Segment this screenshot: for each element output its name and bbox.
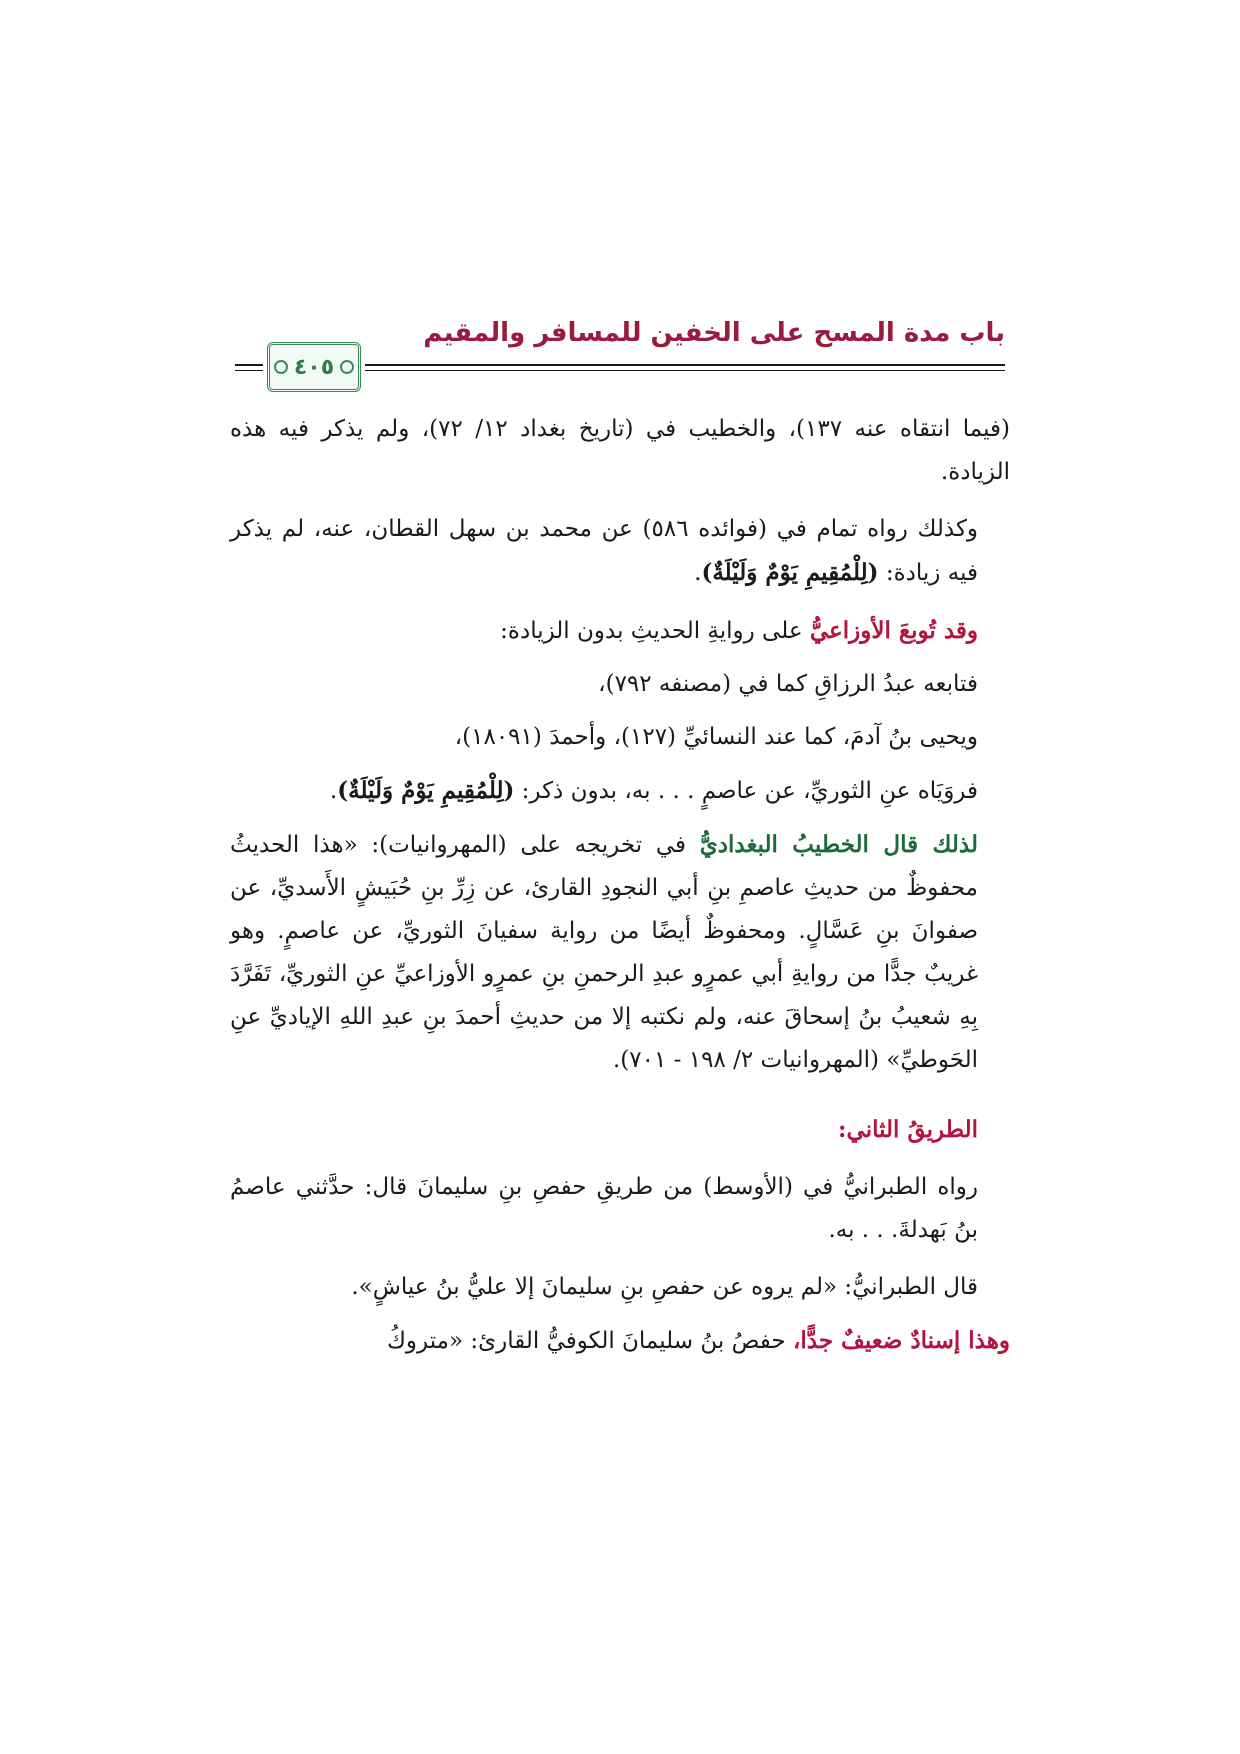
paragraph-text: على روايةِ الحديثِ بدون الزيادة:: [500, 618, 810, 644]
paragraph-text: فروَيَاه عنِ الثوريِّ، عن عاصمٍ . . . به، بدون ذكر:: [514, 778, 978, 804]
section-heading: [230, 1108, 1010, 1152]
header-rule: [235, 370, 263, 371]
paragraph-text: في تخريجه على (المهروانيات): «هذا الحديثُ محفوظٌ من حديثِ عاصمِ بنِ أبي النجودِ القارئ، عن زِرِّ بنِ حُبَيشٍ الأَسديِّ، عن صفوانَ بنِ عَسَّالٍ. ومحفوظٌ أيضًا من رواية سفيانَ الثوريِّ، عن عاصمٍ. وهو غريبٌ جدًّا من روايةِ أبي عمرٍو عبدِ الرحمنِ بنِ عمرٍو الأوزاعيِّ عنِ الثوريِّ، تَفَرَّدَ بِهِ شعيبُ بنُ إسحاقَ عنه، ولم نكتبه إلا من حديثِ أحمدَ بنِ عبدِ اللهِ الإياديِّ عنِ الحَوطيِّ» (المهروانيات ٢/ ١٩٨ - ٧٠١).: [230, 832, 978, 1073]
page-body: [230, 408, 1010, 1373]
paragraph: [230, 1166, 1010, 1252]
paragraph-text: (فيما انتقاه عنه ١٣٧)، والخطيب في (تاريخ بغداد ١٢/ ٧٢)، ولم يذكر فيه هذه الزيادة.: [230, 416, 1010, 485]
paragraph: [230, 663, 1010, 706]
paragraph-text: وكذلك رواه تمام في (فوائده ٥٨٦) عن محمد بن سهل القطان، عنه، لم يذكر فيه زيادة:: [230, 516, 979, 586]
page-header: [235, 318, 1005, 388]
paragraph: [230, 1319, 1010, 1363]
header-rule: [235, 364, 263, 366]
section-heading-text: الطريقُ الثاني:: [838, 1116, 978, 1143]
page-number-badge: [267, 342, 361, 392]
page-number: ٤٠٥: [293, 354, 335, 380]
chapter-title: باب مدة المسح على الخفين للمسافر والمقيم: [423, 318, 1005, 348]
paragraph-text: .: [694, 560, 702, 586]
paragraph: [230, 1266, 1010, 1309]
paragraph: [230, 823, 1010, 1082]
paragraph-text: قال الطبرانيُّ: «لم يروه عن حفصِ بنِ سليمانَ إلا عليُّ بنُ عياشٍ».: [351, 1274, 978, 1300]
header-rule: [365, 364, 1005, 366]
highlighted-phrase: لذلك قال الخطيبُ البغداديُّ: [699, 831, 978, 858]
quoted-phrase: (لِلْمُقِيمِ يَوْمٌ وَلَيْلَةٌ): [337, 777, 515, 804]
paragraph-text: فتابعه عبدُ الرزاقِ كما في (مصنفه ٧٩٢)،: [598, 671, 978, 697]
paragraph-text: حفصُ بنُ سليمانَ الكوفيُّ القارئ: «متروكُ: [386, 1328, 793, 1354]
highlighted-phrase: وهذا إسنادٌ ضعيفٌ جدًّا،: [792, 1327, 1010, 1354]
paragraph-text: .: [329, 778, 338, 804]
paragraph-text: رواه الطبرانيُّ في (الأوسط) من طريقِ حفصِ بنِ سليمانَ قال: حدَّثني عاصمُ بنُ بَهدلةَ. . . به.: [230, 1174, 978, 1243]
quoted-phrase: (لِلْمُقِيمِ يَوْمٌ وَلَيْلَةٌ): [701, 559, 879, 586]
paragraph: [230, 609, 1010, 653]
highlighted-phrase: وقد تُوبعَ الأوزاعيُّ: [809, 617, 978, 644]
paragraph-text: ويحيى بنُ آدمَ، كما عند النسائيِّ (١٢٧)، وأحمدَ (١٨٠٩١)،: [454, 724, 978, 750]
paragraph: [230, 769, 1010, 813]
paragraph: [230, 408, 1010, 494]
paragraph: [230, 508, 1010, 595]
paragraph: [230, 716, 1010, 759]
header-rule: [365, 370, 1005, 371]
